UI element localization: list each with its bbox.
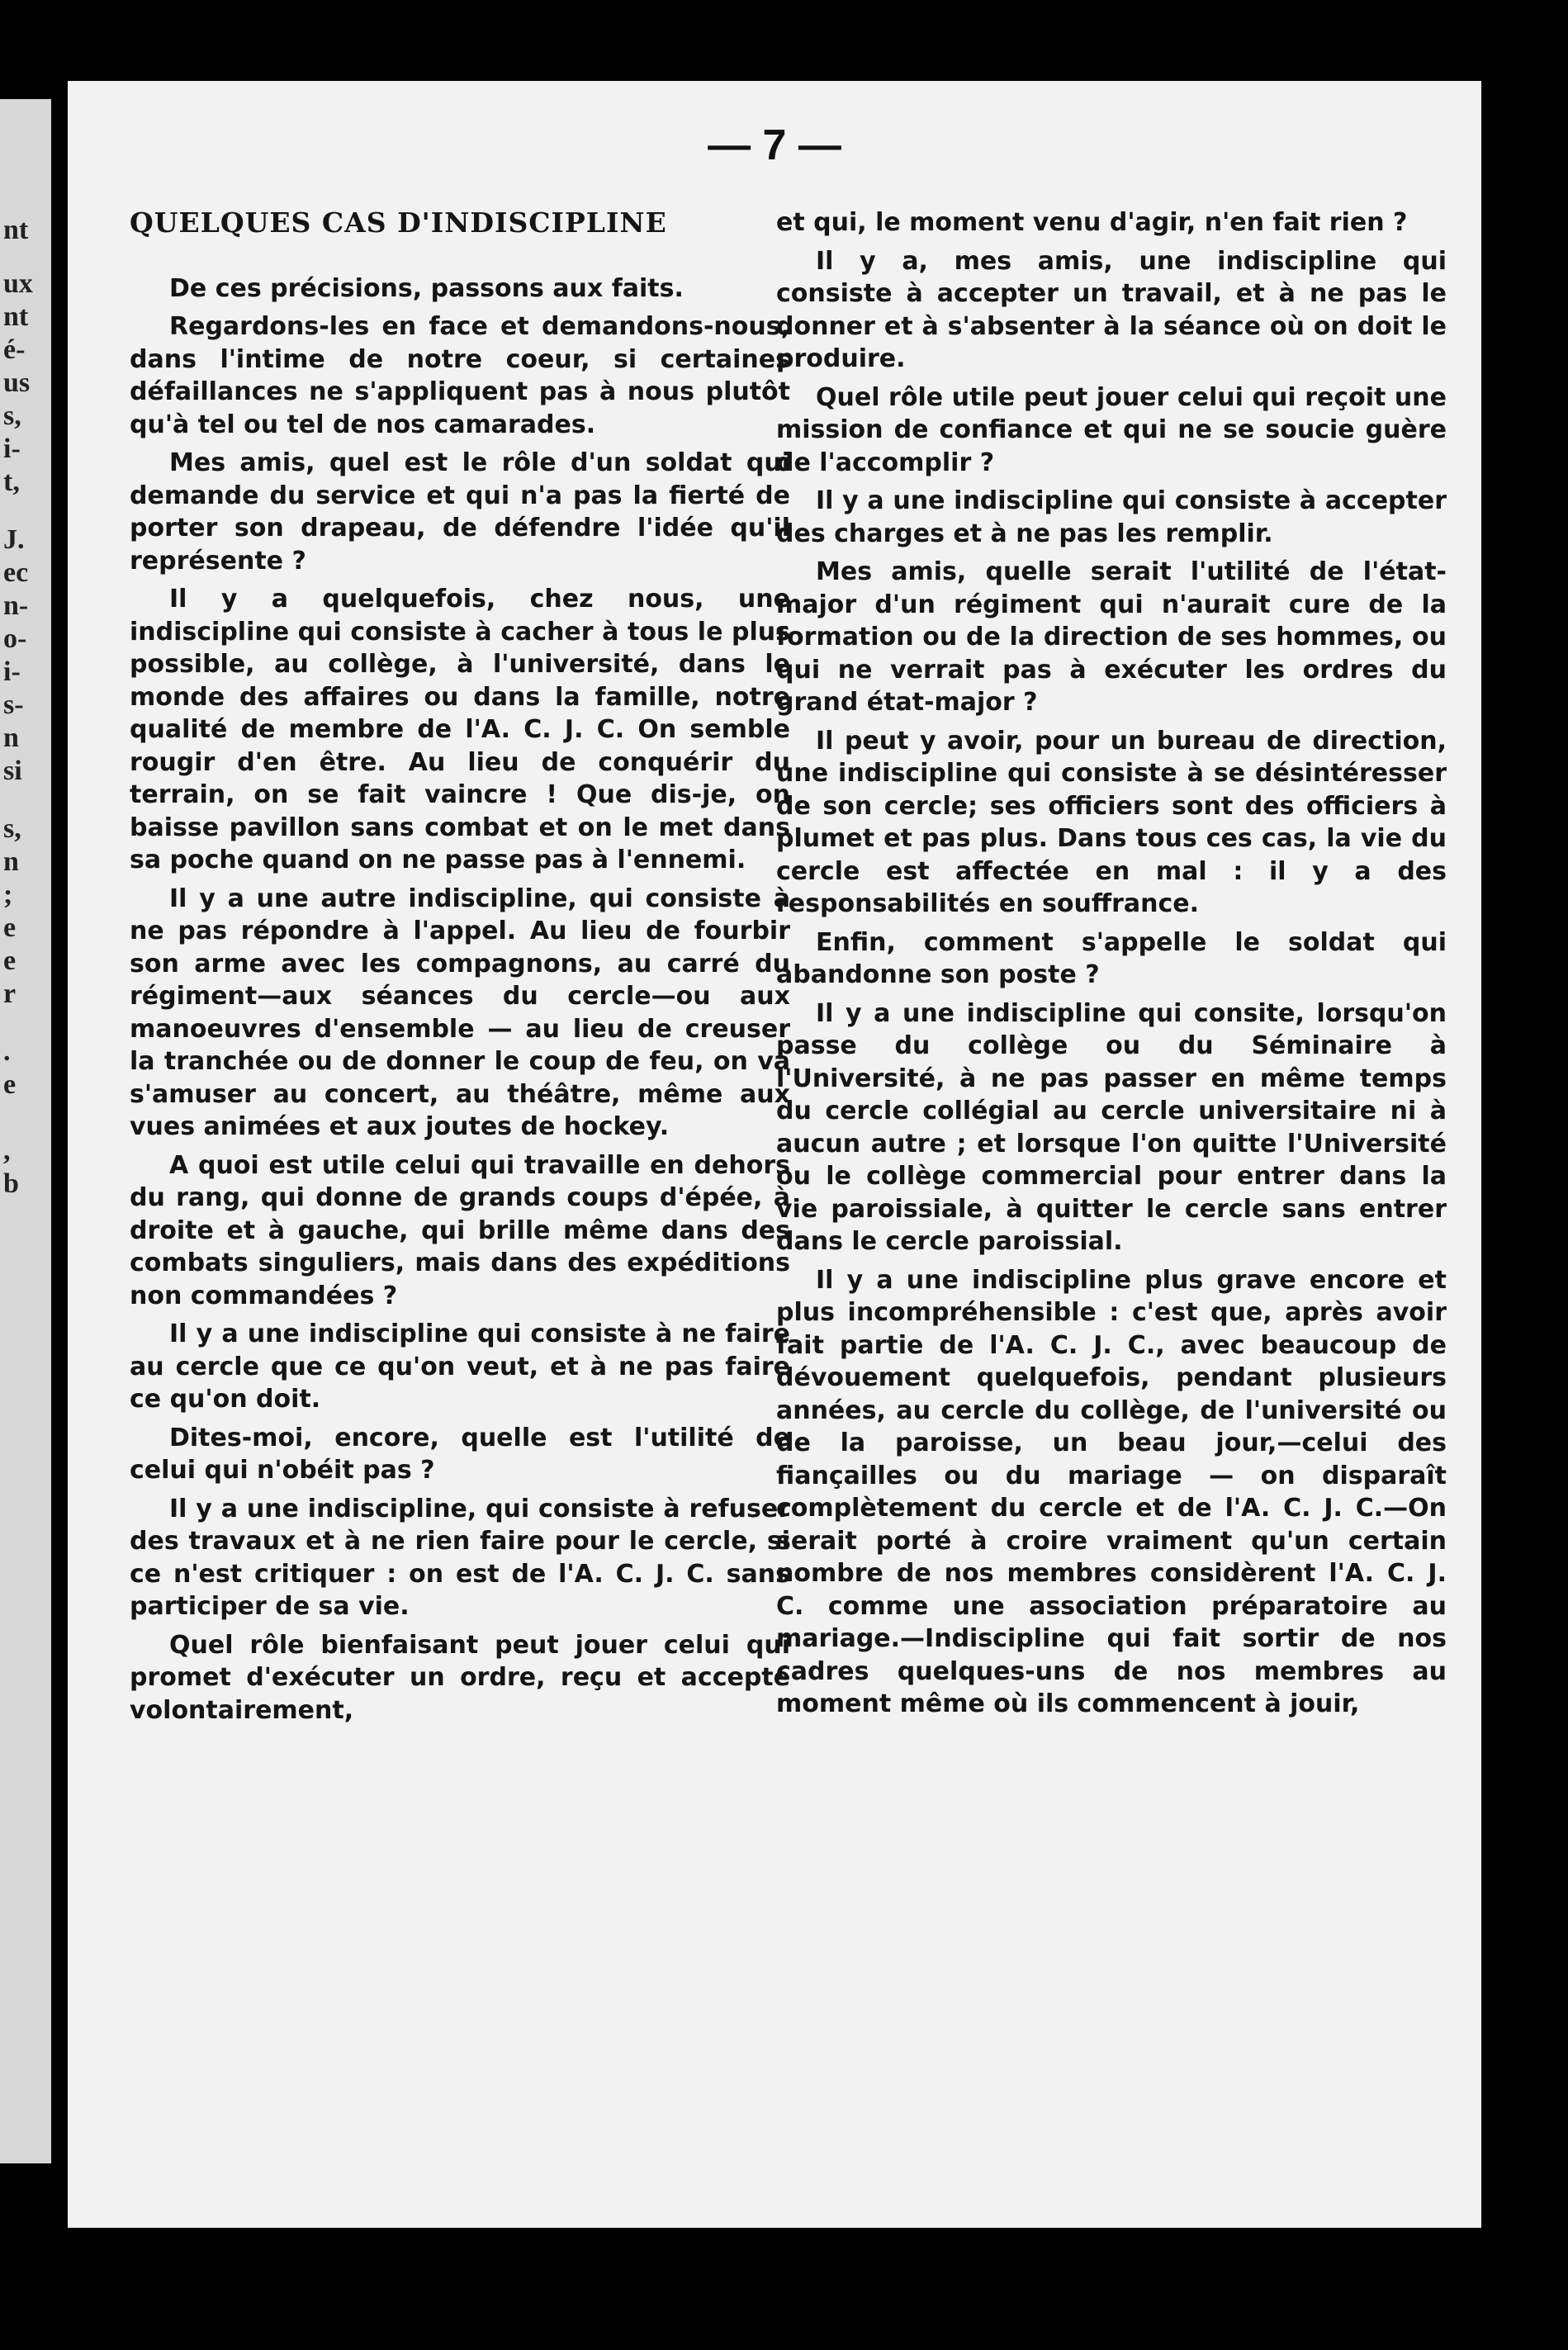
paragraph: Mes amis, quelle serait l'utilité de l'état-major d'un régiment qui n'aurait cure de la formation ou de la direction de ses hommes, ou qui ne verrait pas à exécuter les ordres du grand état-major ? (776, 557, 1447, 717)
paragraph: Il y a quelquefois, chez nous, une indiscipline qui consiste à cacher à tous le plus possible, au collège, à l'université, dans le monde des affaires ou dans la famille, notre qualité de membre de l'A. C. J. C. On semble rougir d'en être. Au lieu de conquérir du terrain, on se fait vaincre ! Que dis-je, on baisse pavillon sans combat et on le met dans sa poche quand on ne passe pas à l'ennemi. (130, 585, 790, 874)
paragraph: Quel rôle bienfaisant peut jouer celui qui promet d'exécuter un ordre, reçu et accepté volontairement, (130, 1630, 790, 1725)
prev-fragment: si (3, 756, 22, 786)
prev-fragment: nt (3, 215, 29, 245)
prev-fragment: s, (3, 400, 21, 431)
paragraph: Il y a une autre indiscipline, qui consiste à ne pas répondre à l'appel. Au lieu de fourbir son arme avec les compagnons, au carré du régiment—aux séances du cercle—ou aux manoeuvres d'ensemble — au lieu de creuser la tranchée ou de donner le coup de feu, on va s'amuser au concert, au théâtre, même aux vues animées et aux joutes de hockey. (130, 884, 790, 1141)
paragraph: A quoi est utile celui qui travaille en dehors du rang, qui donne de grands coups d'épée, à droite et à gauche, qui brille même dans des combats singuliers, mais dans des expéditions non commandées ? (130, 1150, 790, 1310)
left-column (130, 206, 790, 1732)
paragraph: Mes amis, quel est le rôle d'un soldat qui demande du service et qui n'a pas la fierté de porter son drapeau, de défendre l'idée qu'il représente ? (130, 448, 790, 576)
page-number: — 7 — (708, 121, 841, 169)
prev-fragment: n (3, 723, 19, 753)
paragraph: De ces précisions, passons aux faits. (169, 273, 684, 303)
paragraph: Il y a une indiscipline qui consiste à ne faire au cercle que ce qu'on veut, et à ne pas faire ce qu'on doit. (130, 1320, 790, 1414)
prev-fragment: é- (3, 334, 26, 365)
paragraph: et qui, le moment venu d'agir, n'en fait rien ? (776, 208, 1408, 237)
prev-fragment: r (3, 978, 17, 1009)
prev-fragment: J. (3, 524, 25, 555)
prev-fragment: n (3, 846, 19, 877)
prev-fragment: us (3, 367, 31, 398)
prev-fragment: ec (3, 557, 29, 588)
prev-fragment: . (3, 1036, 11, 1067)
prev-fragment: o- (3, 623, 27, 654)
prev-fragment: nt (3, 301, 29, 332)
prev-fragment: b (3, 1168, 19, 1199)
right-column (776, 206, 1447, 1727)
prev-fragment: s, (3, 813, 21, 844)
paragraph: Il y a une indiscipline qui consite, lorsqu'on passe du collège ou du Séminaire à l'Université, à ne pas passer en même temps du cercle collégial au cercle universitaire ni à aucun autre ; et lorsque l'on quitte l'Université ou le collège commercial pour entrer dans la vie paroissiale, à quitter le cercle sans entrer dans le cercle paroissial. (776, 998, 1447, 1256)
previous-page-margin (0, 99, 51, 2163)
prev-fragment: , (3, 1135, 11, 1166)
paragraph: Il y a, mes amis, une indiscipline qui consiste à accepter un travail, et à ne pas le donner et à s'absenter à la séance où on doit le produire. (776, 246, 1447, 373)
prev-fragment: e (3, 1069, 17, 1100)
prev-fragment: s- (3, 689, 24, 720)
paragraph: Quel rôle utile peut jouer celui qui reçoit une mission de confiance et qui ne se soucie guère de l'accomplir ? (776, 382, 1447, 477)
prev-fragment: ; (3, 879, 13, 910)
prev-fragment: ux (3, 268, 33, 299)
prev-fragment: t, (3, 467, 20, 497)
section-title: QUELQUES CAS D'INDISCIPLINE (130, 206, 667, 239)
paragraph: Il y a une indiscipline plus grave encore et plus incompréhensible : c'est que, après avoir fait partie de l'A. C. J. C., avec beaucoup de dévouement quelquefois, pendant plusieurs années, au cercle du collège, de l'université ou de la paroisse, un beau jour,—celui des fiançailles ou du mariage — on disparaît complètement du cercle et de l'A. C. J. C.—On serait porté à croire vraiment qu'un certain nombre de nos membres considèrent l'A. C. J. C. comme une association préparatoire au mariage.—Indiscipline qui fait sortir de nos cadres quelques-uns de nos membres au moment même où ils commencent à jouir, (776, 1265, 1447, 1718)
paragraph: Il y a une indiscipline, qui consiste à refuser des travaux et à ne rien faire pour le cercle, si ce n'est critiquer : on est de l'A. C. J. C. sans participer de sa vie. (130, 1494, 790, 1621)
document-page (68, 81, 1481, 2228)
prev-fragment: e (3, 945, 17, 976)
prev-fragment: e (3, 912, 17, 943)
prev-fragment: i- (3, 656, 21, 687)
paragraph: Il peut y avoir, pour un bureau de direction, une indiscipline qui consiste à se désintéresser de son cercle; ses officiers sont des officiers à plumet et pas plus. Dans tous ces cas, la vie du cercle est affectée en mal : il y a des responsabilités en souffrance. (776, 726, 1447, 918)
paragraph: Il y a une indiscipline qui consiste à accepter des charges et à ne pas les remplir. (776, 486, 1447, 548)
paragraph: Dites-moi, encore, quelle est l'utilité de celui qui n'obéit pas ? (130, 1423, 790, 1485)
prev-fragment: i- (3, 434, 21, 464)
prev-fragment: n- (3, 590, 29, 621)
paragraph: Enfin, comment s'appelle le soldat qui abandonne son poste ? (776, 927, 1447, 989)
paragraph: Regardons-les en face et demandons-nous, dans l'intime de notre coeur, si certaines défaillances ne s'appliquent pas à nous plutôt qu'à tel ou tel de nos camarades. (130, 312, 790, 439)
